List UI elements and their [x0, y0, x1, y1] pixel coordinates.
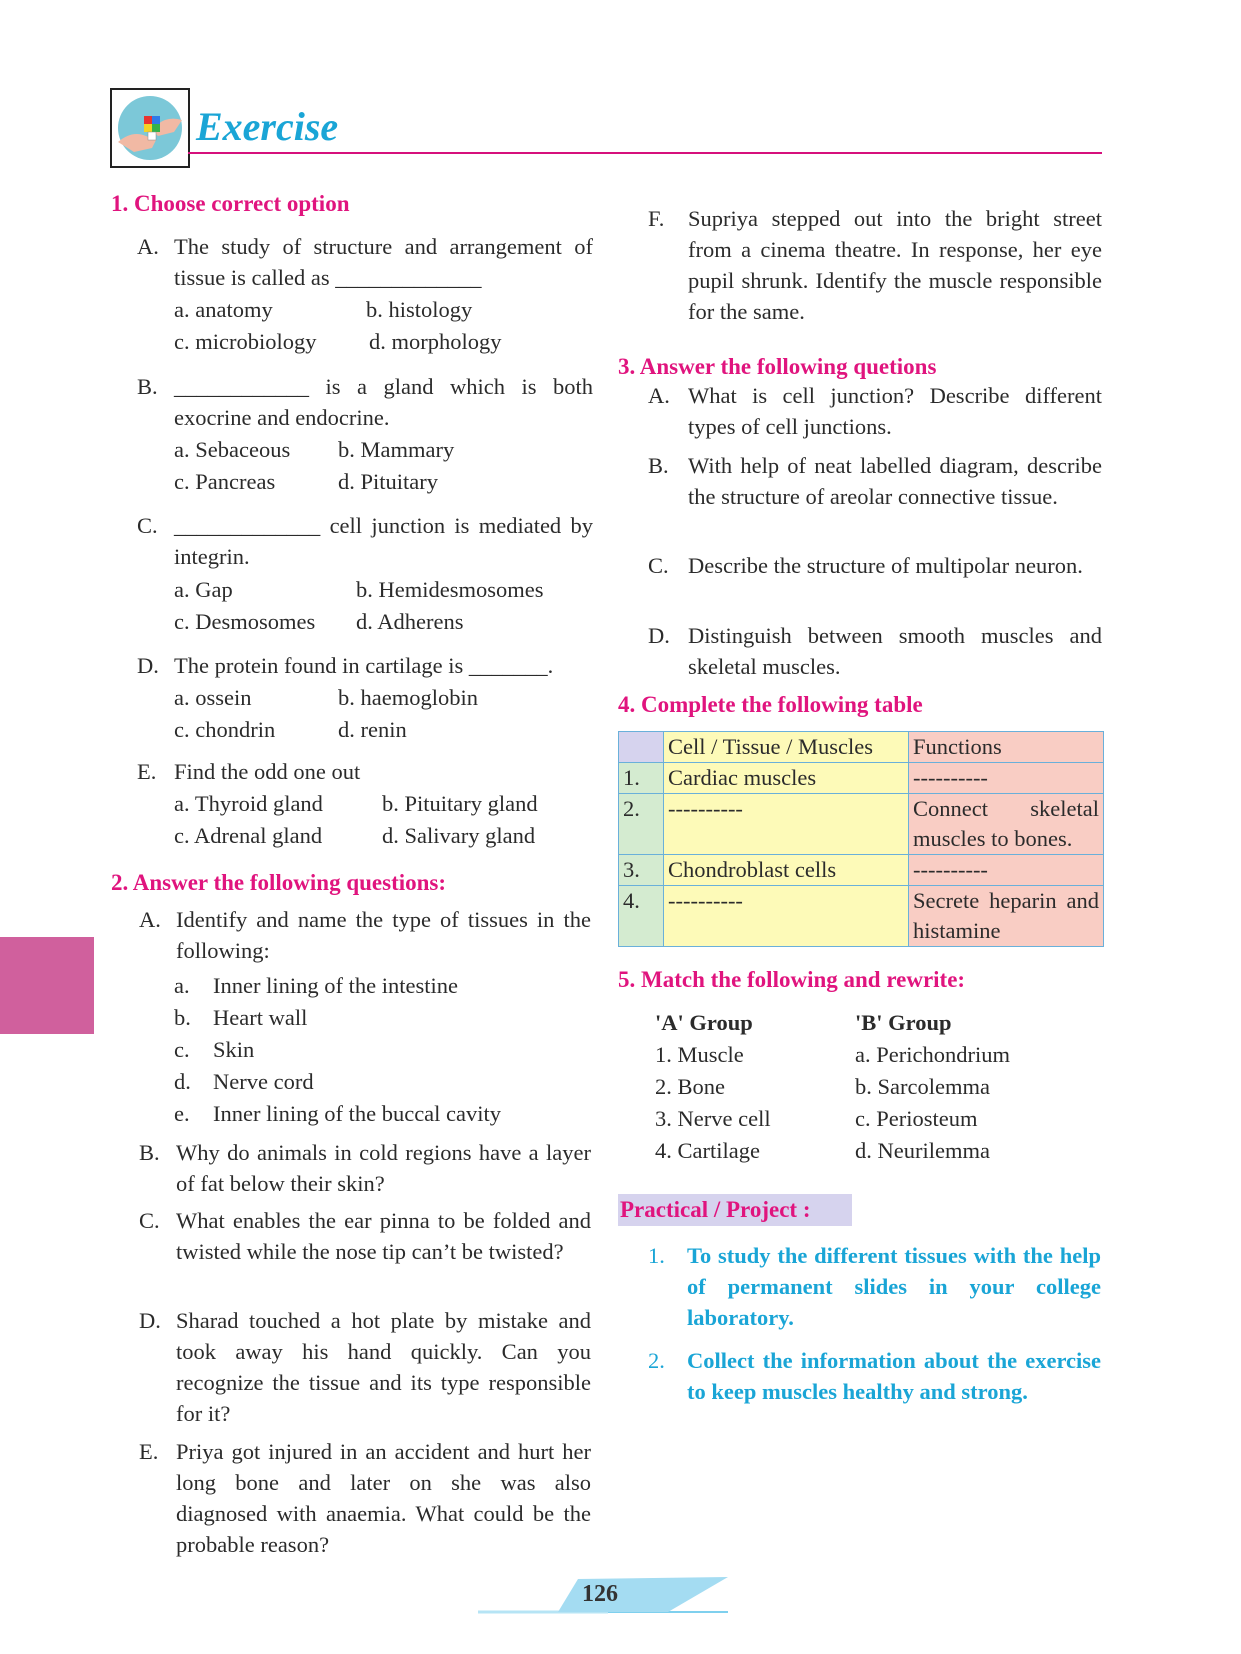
subitem-2a-a: Inner lining of the intestine: [213, 973, 458, 998]
option-1b-a: a. Sebaceous: [174, 437, 291, 462]
section-5-title: 5. Match the following and rewrite:: [618, 967, 966, 992]
option-1b-c: c. Pancreas: [174, 469, 276, 494]
option-1a-c: c. microbiology: [174, 329, 317, 354]
subitem-2a-b: Heart wall: [213, 1005, 308, 1030]
table-row: 4. ---------- Secrete heparin and histamine: [619, 886, 1104, 947]
option-1c-d: d. Adherens: [356, 609, 464, 634]
section-4-title: 4. Complete the following table: [618, 692, 923, 717]
group-a-item: 2. Bone: [655, 1074, 725, 1099]
option-1d-c: c. chondrin: [174, 717, 276, 742]
option-1a-a: a. anatomy: [174, 297, 273, 322]
practical-project-title: Practical / Project :: [618, 1194, 852, 1226]
table-header-row: [619, 732, 1104, 763]
table-header-func: Functions: [909, 732, 1104, 763]
exercise-header: [110, 88, 1102, 168]
chapter-side-tab: [0, 937, 94, 1034]
option-1d-d: d. renin: [338, 717, 407, 742]
option-1a-b: b. histology: [366, 297, 473, 322]
subitem-2a-a-letter: a.: [174, 973, 190, 998]
table-header-cell: Cell / Tissue / Muscles: [664, 732, 909, 763]
option-1b-d: d. Pituitary: [338, 469, 438, 494]
group-a-item: 4. Cartilage: [655, 1138, 760, 1163]
page-title: Exercise: [196, 104, 339, 149]
group-b-item: c. Periosteum: [855, 1106, 978, 1131]
option-1e-c: c. Adrenal gland: [174, 823, 323, 848]
group-a-item: 3. Nerve cell: [655, 1106, 771, 1131]
complete-table: [618, 731, 1104, 947]
group-a-title: 'A' Group: [655, 1010, 753, 1035]
subitem-2a-b-letter: b.: [174, 1005, 191, 1030]
subitem-2a-d-letter: d.: [174, 1069, 191, 1094]
group-b-item: a. Perichondrium: [855, 1042, 1010, 1067]
group-b-item: d. Neurilemma: [855, 1138, 990, 1163]
subitem-2a-c: Skin: [213, 1037, 255, 1062]
subitem-2a-c-letter: c.: [174, 1037, 190, 1062]
section-3-title: 3. Answer the following quetions: [618, 354, 937, 379]
option-1d-b: b. haemoglobin: [338, 685, 478, 710]
option-1e-a: a. Thyroid gland: [174, 791, 323, 816]
option-1a-d: d. morphology: [369, 329, 502, 354]
header-rule: [188, 152, 1102, 154]
option-1c-a: a. Gap: [174, 577, 233, 602]
page-number: 126: [582, 1581, 618, 1607]
option-1c-c: c. Desmosomes: [174, 609, 316, 634]
option-1b-b: b. Mammary: [338, 437, 455, 462]
group-a-item: 1. Muscle: [655, 1042, 744, 1067]
option-1c-b: b. Hemidesmosomes: [356, 577, 544, 602]
subitem-2a-e-letter: e.: [174, 1101, 190, 1126]
subitem-2a-e: Inner lining of the buccal cavity: [213, 1101, 502, 1126]
page-number-badge: [478, 1575, 728, 1615]
subitem-2a-d: Nerve cord: [213, 1069, 314, 1094]
section-2-title: 2. Answer the following questions:: [111, 870, 447, 895]
option-1d-a: a. ossein: [174, 685, 252, 710]
section-1-title: 1. Choose correct option: [111, 191, 350, 216]
table-header-num: [619, 732, 664, 763]
table-row: 3. Chondroblast cells ----------: [619, 855, 1104, 886]
table-row: 1. Cardiac muscles ----------: [619, 763, 1104, 794]
group-b-item: b. Sarcolemma: [855, 1074, 990, 1099]
option-1e-b: b. Pituitary gland: [382, 791, 538, 816]
group-b-title: 'B' Group: [855, 1010, 952, 1035]
option-1e-d: d. Salivary gland: [382, 823, 536, 848]
hands-puzzle-logo-icon: [110, 88, 190, 168]
table-row: 2. ---------- Connect skeletal muscles to bones.: [619, 794, 1104, 855]
